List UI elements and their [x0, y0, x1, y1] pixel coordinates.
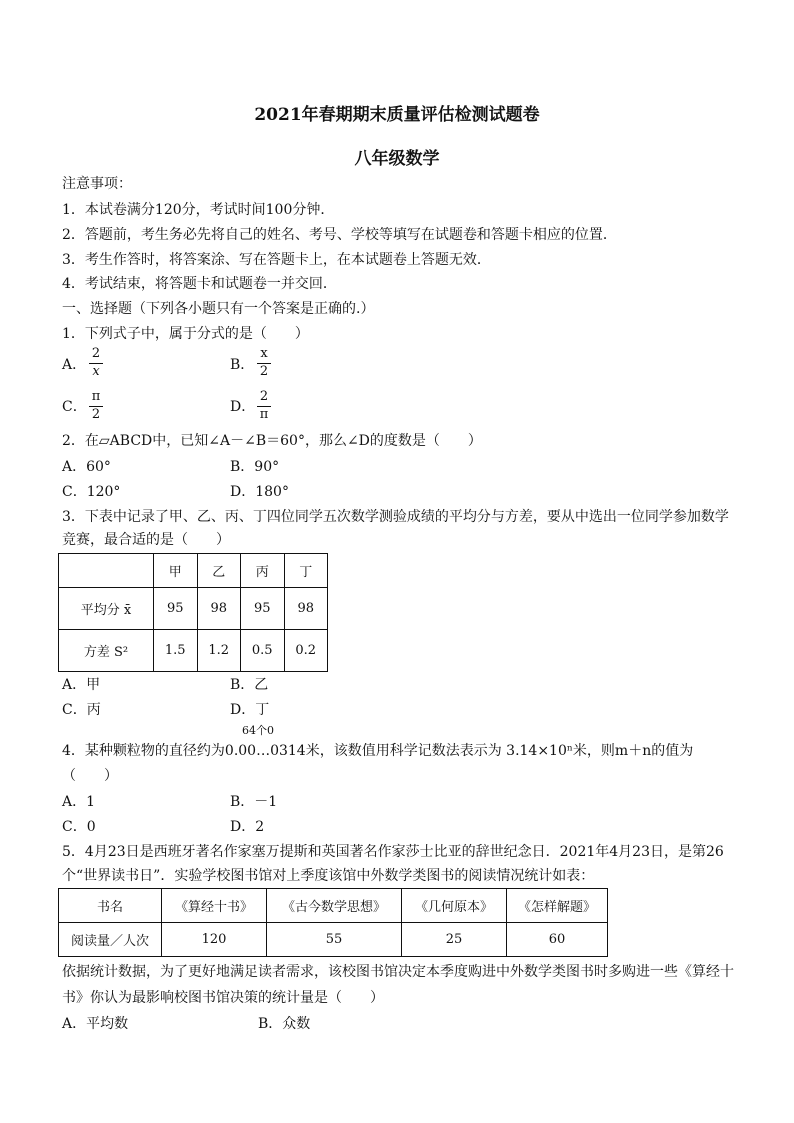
- table-cell: 60: [507, 923, 608, 957]
- q2-option-c: C．120°: [62, 484, 121, 500]
- q3-stem-cont: 竞赛，最合适的是（ ）: [62, 532, 230, 548]
- fraction-numerator: 2: [89, 346, 103, 364]
- table-cell: 平均分 x̄: [59, 588, 154, 630]
- q4-stem-cont: （ ）: [62, 768, 118, 784]
- fraction-denominator: x: [92, 364, 100, 379]
- table-header-row: [59, 554, 328, 588]
- q1-option-d-label: D．: [230, 399, 256, 415]
- table-cell: 55: [267, 923, 402, 957]
- table-row: [59, 630, 328, 672]
- fraction-denominator: 2: [91, 407, 101, 422]
- q1-option-b-fraction: [257, 346, 271, 380]
- q4-option-a: A．1: [62, 794, 96, 810]
- q1-option-c-fraction: [89, 389, 103, 423]
- score-table: [58, 553, 328, 672]
- q2-option-d: D．180°: [230, 484, 289, 500]
- table-cell: 《古今数学思想》: [267, 889, 402, 923]
- zero-count-annotation: 64个0: [242, 724, 274, 737]
- table-cell: 乙: [197, 554, 241, 588]
- exam-subtitle: 八年级数学: [354, 149, 440, 169]
- table-cell: 方差 S²: [59, 630, 154, 672]
- q1-option-a-label: A．: [62, 357, 87, 373]
- notice-item: 1．本试卷满分120分，考试时间100分钟．: [62, 202, 335, 218]
- table-cell: 25: [402, 923, 507, 957]
- table-cell: 0.5: [241, 630, 285, 672]
- notice-item: 2．答题前，考生务必先将自己的姓名、考号、学校等填写在试题卷和答题卡相应的位置．: [62, 227, 617, 243]
- q1-option-a-fraction: [89, 346, 103, 380]
- q2-option-b: B．90°: [230, 459, 280, 475]
- table-row: [59, 923, 608, 957]
- table-cell: 1.2: [197, 630, 241, 672]
- table-cell: 书名: [59, 889, 162, 923]
- q1-stem: 1．下列式子中，属于分式的是（ ）: [62, 326, 309, 342]
- table-cell: [59, 554, 154, 588]
- notice-item: 3．考生作答时，将答案涂、写在答题卡上，在本试题卷上答题无效．: [62, 252, 491, 268]
- table-cell: 阅读量／人次: [59, 923, 162, 957]
- table-cell: 甲: [154, 554, 198, 588]
- q1-option-d-fraction: [257, 389, 271, 423]
- q1-option-b-label: B．: [230, 357, 255, 373]
- table-cell: 120: [162, 923, 267, 957]
- q5-option-b: B．众数: [258, 1016, 311, 1032]
- fraction-numerator: 2: [257, 389, 271, 407]
- table-row: [59, 588, 328, 630]
- notice-item: 4．考试结束，将答题卡和试题卷一并交回．: [62, 276, 337, 292]
- table-cell: 《算经十书》: [162, 889, 267, 923]
- table-cell: 98: [197, 588, 241, 630]
- q3-option-a: A．甲: [62, 677, 101, 693]
- q1-option-c-label: C．: [62, 399, 87, 415]
- fraction-denominator: 2: [259, 364, 269, 379]
- q4-option-d: D．2: [230, 819, 265, 835]
- fraction-denominator: π: [259, 407, 269, 422]
- q2-option-a: A．60°: [62, 459, 111, 475]
- q3-option-b: B．乙: [230, 677, 269, 693]
- q5-option-a: A．平均数: [62, 1016, 129, 1032]
- q4-option-c: C．0: [62, 819, 96, 835]
- table-cell: 丁: [284, 554, 328, 588]
- table-cell: 95: [154, 588, 198, 630]
- table-cell: 《怎样解题》: [507, 889, 608, 923]
- table-cell: 丙: [241, 554, 285, 588]
- table-cell: 1.5: [154, 630, 198, 672]
- q5-stem-cont: 个“世界读书日”．实验学校图书馆对上季度该馆中外数学类图书的阅读情况统计如表：: [62, 868, 595, 884]
- table-cell: 95: [241, 588, 285, 630]
- table-cell: 《几何原本》: [402, 889, 507, 923]
- reading-table: [58, 888, 608, 957]
- q5-stem: 5．4月23日是西班牙著名作家塞万提斯和英国著名作家莎士比亚的辞世纪念日．2021年4月23日，是第26: [62, 844, 724, 860]
- q5-stem-4: 书》你认为最影响校图书馆决策的统计量是（ ）: [62, 990, 384, 1006]
- notice-heading: 注意事项：: [62, 176, 132, 192]
- fraction-numerator: x: [257, 346, 271, 364]
- table-cell: 0.2: [284, 630, 328, 672]
- q3-option-c: C．丙: [62, 702, 101, 718]
- exam-title: 2021年春期期末质量评估检测试题卷: [254, 105, 540, 125]
- section-heading: 一、选择题（下列各小题只有一个答案是正确的.）: [62, 301, 375, 317]
- q2-stem: 2．在▱ABCD中，已知∠A－∠B＝60°，那么∠D的度数是（ ）: [62, 433, 482, 449]
- table-header-row: [59, 889, 608, 923]
- q5-stem-3: 依据统计数据，为了更好地满足读者需求，该校图书馆决定本季度购进中外数学类图书时多购进一些《算经十: [62, 964, 734, 980]
- q3-stem: 3．下表中记录了甲、乙、丙、丁四位同学五次数学测验成绩的平均分与方差，要从中选出一位同学参加数学: [62, 509, 729, 525]
- q4-option-b: B．－1: [230, 794, 278, 810]
- q3-option-d: D．丁: [230, 702, 270, 718]
- table-cell: 98: [284, 588, 328, 630]
- q4-stem: 4．某种颗粒物的直径约为0.00…0314米，该数值用科学记数法表示为 3.14×10ⁿ米，则m＋n的值为: [62, 743, 694, 759]
- fraction-numerator: π: [89, 389, 103, 407]
